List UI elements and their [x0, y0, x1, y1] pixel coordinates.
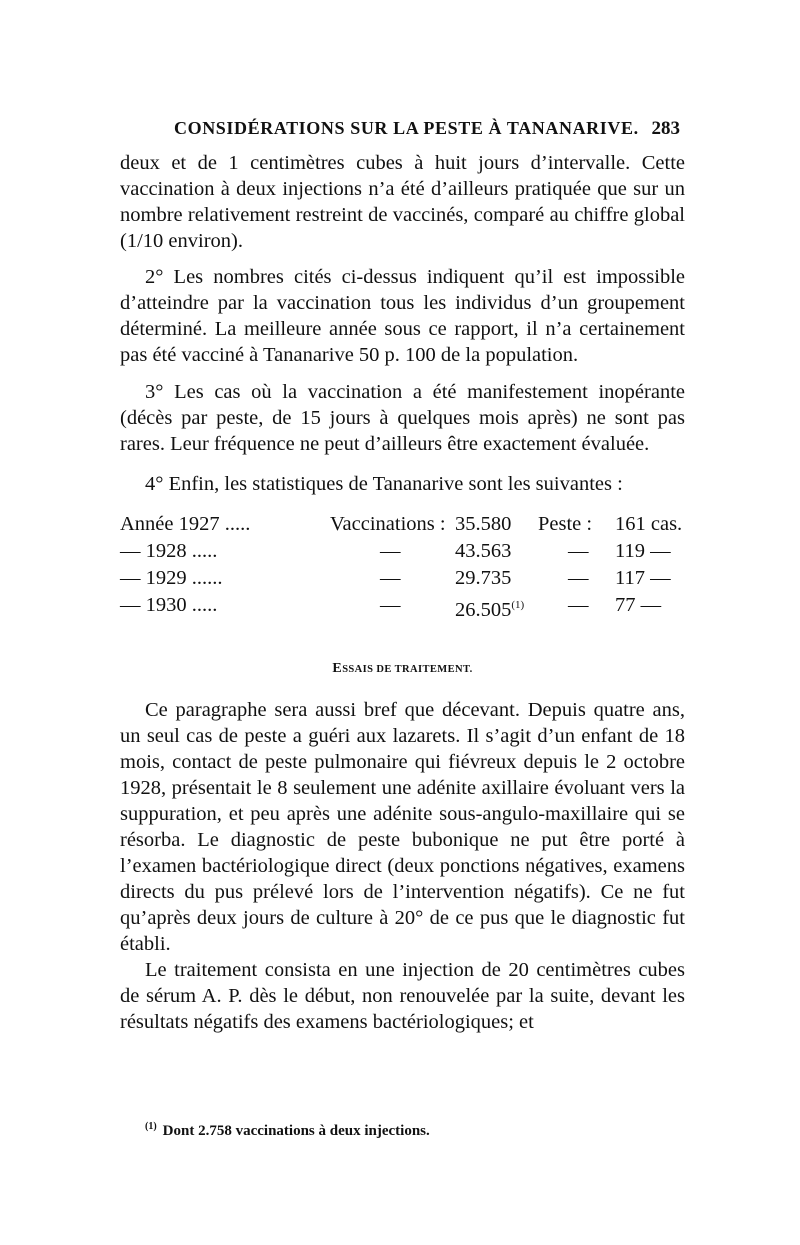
vaccinations-label: — [380, 594, 401, 616]
footnote-reference: (1) [511, 599, 525, 611]
deaths-value: 117 — [615, 567, 671, 589]
footnote-mark: (1) [145, 1121, 157, 1132]
statistics-table [120, 511, 685, 619]
vaccinations-value: 29.735 [455, 567, 512, 589]
footnote-text: Dont 2.758 vaccinations à deux injections. [162, 1123, 430, 1139]
statistics-row [120, 511, 685, 538]
section-heading [120, 661, 685, 677]
peste-label: — [568, 594, 589, 616]
vaccinations-value: 43.563 [455, 540, 512, 562]
deaths-value: 77 — [615, 594, 662, 616]
vaccinations-value: 26.505 [455, 598, 512, 621]
peste-label: Peste : [538, 513, 593, 535]
year-cell: — 1928 ..... [120, 540, 218, 562]
paragraph-point-2: 2° Les nombres cités ci-dessus indiquent qu’il est impossible d’atteindre par la vaccination tous les individus d’un groupement déterminé. La meilleure année sous ce rapport, il n’a certainement pas été vacciné à Tananarive 50 p. 100 de la population. [120, 266, 685, 366]
section-heading-rest: SSAIS DE TRAITEMENT. [342, 664, 473, 675]
vaccinations-label: — [380, 567, 401, 589]
year-cell: Année 1927 ..... [120, 513, 251, 535]
year-cell: — 1930 ..... [120, 594, 218, 616]
vaccinations-value-with-footnote [455, 592, 524, 623]
vaccinations-value: 35.580 [455, 513, 512, 535]
running-header [120, 118, 680, 146]
running-title: CONSIDÉRATIONS SUR LA PESTE À TANANARIVE. [174, 118, 639, 138]
peste-label: — [568, 567, 589, 589]
footnote [145, 1117, 705, 1141]
vaccinations-label: — [380, 540, 401, 562]
paragraph-point-4: 4° Enfin, les statistiques de Tananarive sont les suivantes : [145, 473, 623, 495]
paragraph-continuation: deux et de 1 centimètres cubes à huit jours d’intervalle. Cette vaccination à deux injections n’a été d’ailleurs pratiquée que sur un nombre relativement restreint de vaccinés, comparé au chiffre global (1/10 environ). [120, 152, 685, 252]
treatment-paragraph-2: Le traitement consista en une injection de 20 centimètres cubes de sérum A. P. dès le début, non renouvelée par la suite, devant les résultats négatifs des examens bactériologiques; et [120, 959, 685, 1033]
statistics-row [120, 592, 685, 619]
page-body [120, 150, 685, 1035]
statistics-row [120, 565, 685, 592]
vaccinations-label: Vaccinations : [330, 513, 446, 535]
paragraph-point-3: 3° Les cas où la vaccination a été manifestement inopérante (décès par peste, de 15 jours à quelques mois après) ne sont pas rares. Leur fréquence ne peut d’ailleurs être exactement évaluée. [120, 381, 685, 455]
section-heading-initial: E [332, 661, 343, 676]
deaths-value: 119 — [615, 540, 671, 562]
peste-label: — [568, 540, 589, 562]
statistics-row [120, 538, 685, 565]
year-cell: — 1929 ...... [120, 567, 223, 589]
page-number: 283 [651, 118, 680, 139]
treatment-paragraph-1: Ce paragraphe sera aussi bref que décevant. Depuis quatre ans, un seul cas de peste a guéri aux lazarets. Il s’agit d’un enfant de 18 mois, contact de peste pulmonaire qui fiévreux depuis le 2 octobre 1928, présentait le 8 seulement une adénite axillaire évoluant vers la suppuration, et peu après une adénite sous-angulo-maxillaire qui se résorba. Le diagnostic de peste bubonique ne put être porté à l’examen bactériologique direct (deux ponctions négatives, examens directs du pus prélevé lors de l’intervention négatifs). Ce ne fut qu’après deux jours de culture à 20° de ce pus que le diagnostic fut établi. [120, 699, 685, 955]
deaths-value: 161 cas. [615, 513, 683, 535]
